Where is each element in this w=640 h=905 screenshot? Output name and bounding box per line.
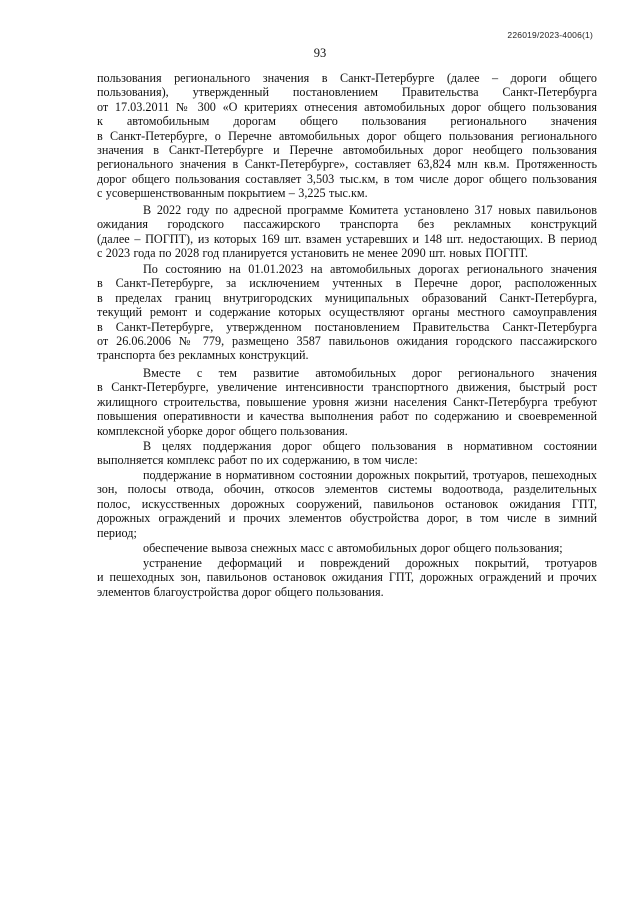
- text-line: зон, полосы отвода, обочин, откосов элементов системы водоотвода, разделительных: [97, 482, 597, 497]
- document-id: 226019/2023-4006(1): [507, 30, 593, 40]
- text-line: устранение деформаций и повреждений дорожных покрытий, тротуаров: [143, 556, 597, 570]
- paragraph-development: [97, 366, 597, 438]
- paragraph-road-network: [97, 71, 597, 201]
- text-line: элементов благоустройства дорог общего пользования.: [97, 584, 384, 599]
- text-line: дорожных ограждений и прочих элементов обустройства дорог, в том числе в зимний: [97, 511, 597, 526]
- text-line: пользования), утвержденный постановлением Правительства Санкт-Петербурга: [97, 85, 597, 100]
- text-line: комплексной уборке дорог общего пользования.: [97, 423, 348, 438]
- text-line: регионального значения в Санкт-Петербурге», составляет 63,824 млн кв.м. Протяженность: [97, 157, 597, 172]
- text-line: значения в Санкт-Петербурге и Перечне автомобильных дорог необщего пользования: [97, 143, 597, 158]
- text-line: обеспечение вывоза снежных масс с автомобильных дорог общего пользования;: [143, 541, 563, 555]
- text-line: в Санкт-Петербурге, увеличение интенсивности транспортного движения, быстрый рост: [97, 380, 597, 395]
- text-line: жилищного строительства, повышение уровня жизни населения Санкт-Петербурга требуют: [97, 394, 597, 409]
- text-line: дорог общего пользования составляет 3,503 тыс.км, в том числе дорог общего пользования: [97, 171, 597, 186]
- text-line: (далее – ПОГПТ), из которых 169 шт. взамен устаревших и 148 шт. недостающих. В период: [97, 231, 597, 246]
- text-line: и пешеходных зон, павильонов остановок ожидания ГПТ, дорожных ограждений и прочих: [97, 570, 597, 585]
- text-line: от 17.03.2011 № 300 «О критериях отнесения автомобильных дорог общего пользования: [97, 99, 597, 114]
- text-line: В целях поддержания дорог общего пользования в нормативном состоянии: [143, 439, 597, 453]
- text-line: в Санкт-Петербурге, о Перечне автомобильных дорог общего пользования регионального: [97, 128, 597, 143]
- text-line: Вместе с тем развитие автомобильных дорог регионального значения: [143, 366, 597, 380]
- text-line: По состоянию на 01.01.2023 на автомобильных дорогах регионального значения: [143, 262, 597, 276]
- paragraph-pavilions-2022: [97, 203, 597, 261]
- page-number: 93: [313, 46, 327, 60]
- text-line: к автомобильным дорогам общего пользования регионального значения: [97, 114, 597, 129]
- text-line: текущий ремонт и содержание которых осуществляют органы местного самоуправления: [97, 305, 597, 320]
- text-line: поддержание в нормативном состоянии дорожных покрытий, тротуаров, пешеходных: [143, 468, 597, 482]
- text-line: в Санкт-Петербурге, за исключением учтенных в Перечне дорог, расположенных: [97, 276, 597, 291]
- paragraph-pavilions-status: [97, 262, 597, 363]
- text-line: полос, искусственных дорожных сооружений, павильонов остановок ожидания ГПТ,: [97, 496, 597, 511]
- text-line: транспорта без рекламных конструкций.: [97, 348, 309, 363]
- text-line: выполняется комплекс работ по их содержанию, в том числе:: [97, 453, 418, 468]
- text-line: ожидания городского пассажирского транспорта без рекламных конструкций: [97, 217, 597, 232]
- text-line: период;: [97, 525, 137, 540]
- paragraph-maintenance-item-2: [97, 541, 597, 555]
- text-line: пользования регионального значения в Санкт-Петербурге (далее – дороги общего: [97, 71, 597, 85]
- text-line: в Санкт-Петербурге, утвержденном постановлением Правительства Санкт-Петербурга: [97, 319, 597, 334]
- text-line: В 2022 году по адресной программе Комитета установлено 317 новых павильонов: [143, 203, 597, 217]
- text-line: с 2023 года по 2028 год планируется установить не менее 2090 шт. новых ПОГПТ.: [97, 246, 528, 261]
- text-line: повышения оперативности и качества выполнения работ по содержанию и своевременной: [97, 409, 597, 424]
- text-line: с усовершенствованным покрытием – 3,225 тыс.км.: [97, 186, 368, 201]
- text-line: в пределах границ внутригородских муниципальных образований Санкт-Петербурга,: [97, 290, 597, 305]
- paragraph-maintenance-intro: [97, 439, 597, 468]
- paragraph-maintenance-item-1: [97, 468, 597, 540]
- text-line: от 26.06.2006 № 779, размещено 3587 павильонов ожидания городского пассажирского: [97, 334, 597, 349]
- paragraph-maintenance-item-3: [97, 556, 597, 599]
